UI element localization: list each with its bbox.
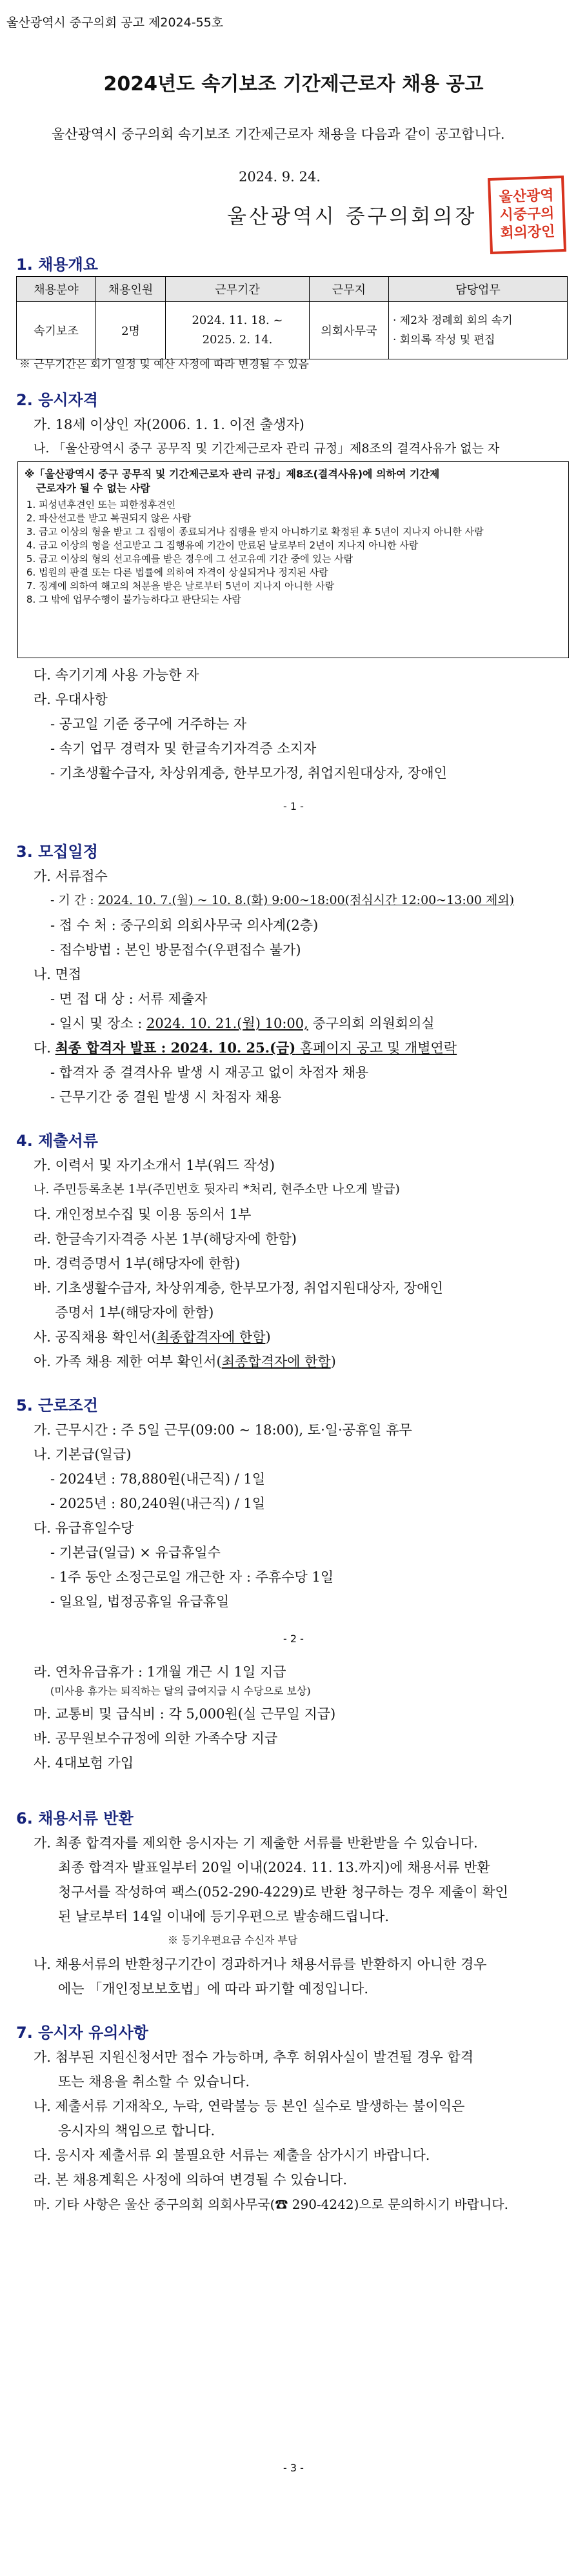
table-cell: 2명: [96, 302, 166, 359]
organization-name: 울산광역시 중구의회의장: [227, 205, 477, 228]
document-item: [34, 1351, 336, 1371]
base-pay-heading: 나. 기본급(일급): [34, 1447, 132, 1462]
document-item-end: ): [330, 1354, 336, 1369]
intro-text: 울산광역시 중구의회 속기보조 기간제근로자 채용을 다음과 같이 공고합니다.: [52, 126, 505, 142]
list-item: 1. 피성년후견인 또는 피한정후견인: [39, 498, 562, 511]
page-number: - 1 -: [283, 800, 304, 812]
table-cell: [166, 302, 310, 359]
return-text: 된 날로부터 14일 이내에 등기우편으로 발송해드립니다.: [58, 1909, 390, 1924]
document-item-label: 아. 가족 채용 제한 여부 확인서(: [34, 1354, 222, 1369]
table-header: 채용분야: [17, 277, 96, 302]
list-item: 5. 금고 이상의 형의 선고유예를 받은 경우에 그 선고유예 기간 중에 있는 사람: [39, 552, 562, 565]
holiday-pay-item: - 1주 동안 소정근로일 개근한 자 : 주휴수당 1일: [50, 1569, 334, 1585]
return-text: 청구서를 작성하여 팩스(052-290-4229)로 반환 청구하는 경우 제출이 확인: [58, 1884, 508, 1900]
interview-datetime: [50, 1013, 435, 1032]
interview-place: 중구의회 의원회의실: [308, 1016, 435, 1031]
document-item: [34, 1327, 271, 1346]
table-cell: 속기보조: [17, 302, 96, 359]
overview-note: ※ 근무기간은 회기 일정 및 예산 사정에 따라 변경될 수 있음: [19, 358, 309, 371]
applicant-note: 라. 본 채용계획은 사정에 의하여 변경될 수 있습니다.: [34, 2172, 348, 2188]
preference-item: - 공고일 기준 중구에 거주하는 자: [50, 716, 247, 732]
final-announcement: [34, 1038, 457, 1057]
duty-item: · 회의록 작성 및 편집: [393, 334, 495, 347]
holiday-pay-item: - 기본급(일급) × 유급휴일수: [50, 1545, 221, 1560]
schedule-period-label: - 기 간 :: [50, 893, 98, 907]
table-header-row: [17, 277, 568, 302]
document-item-label: 사. 공직채용 확인서(: [34, 1329, 157, 1345]
final-announcement-date: 최종 합격자 발표 : 2024. 10. 25.(금): [55, 1040, 296, 1056]
section-heading-schedule: 3. 모집일정: [16, 843, 98, 861]
return-text: 나. 채용서류의 반환청구기간이 경과하거나 채용서류를 반환하지 아니한 경우: [34, 1957, 487, 1972]
table-cell: [389, 302, 568, 359]
notice-number: 울산광역시 중구의회 공고 제2024-55호: [6, 15, 224, 30]
preference-heading: 라. 우대사항: [34, 692, 108, 707]
section-heading-notes: 7. 응시자 유의사항: [16, 2024, 148, 2042]
interview-datetime-value: 2024. 10. 21.(월) 10:00,: [146, 1016, 308, 1031]
preference-item: - 속기 업무 경력자 및 한글속기자격증 소지자: [50, 741, 317, 756]
final-announcement-label: 다.: [34, 1040, 55, 1056]
applicant-note: 또는 채용을 취소할 수 있습니다.: [58, 2074, 250, 2089]
transport-meal: 마. 교통비 및 급식비 : 각 5,000원(실 근무일 지급): [34, 1706, 336, 1722]
seal-line: 회의장인: [500, 223, 555, 242]
return-text: 가. 최종 합격자를 제외한 응시자는 기 제출한 서류를 반환받을 수 있습니다.: [34, 1835, 478, 1851]
schedule-period: [50, 891, 514, 908]
annual-leave: 라. 연차유급휴가 : 1개월 개근 시 1일 지급: [34, 1664, 286, 1680]
schedule-place: - 접 수 처 : 중구의회 의회사무국 의사계(2층): [50, 918, 319, 933]
work-hours: 가. 근무시간 : 주 5일 근무(09:00 ~ 18:00), 토·일·공휴일 휴무: [34, 1422, 412, 1438]
page-number: - 2 -: [283, 1633, 304, 1645]
qualification-machine: 다. 속기기계 사용 가능한 자: [34, 667, 199, 683]
insurance: 사. 4대보험 가입: [34, 1755, 134, 1771]
period-end: 2025. 2. 14.: [202, 333, 273, 347]
holiday-pay-item: - 일요일, 법정공휴일 유급휴일: [50, 1594, 230, 1609]
seal-line: 울산광역: [499, 187, 554, 206]
announcement-note: - 근무기간 중 결원 발생 시 차점자 채용: [50, 1089, 282, 1105]
list-item: 2. 파산선고를 받고 복권되지 않은 사람: [39, 512, 562, 525]
box-title: 근로자가 될 수 없는 사람: [36, 482, 150, 494]
list-item: 8. 그 밖에 업무수행이 불가능하다고 판단되는 사람: [39, 593, 562, 606]
table-header: 근무지: [310, 277, 389, 302]
page-title: 2024년도 속기보조 기간제근로자 채용 공고: [103, 73, 484, 96]
document-item: 증명서 1부(해당자에 한함): [34, 1305, 214, 1320]
schedule-docs: 가. 서류접수: [34, 869, 108, 884]
family-allowance: 바. 공무원보수규정에 의한 가족수당 지급: [34, 1731, 278, 1746]
section-heading-documents: 4. 제출서류: [16, 1132, 98, 1150]
qualification-rule: 나. 「울산광역시 중구 공무직 및 기간제근로자 관리 규정」제8조의 결격사유가 없는 자: [34, 441, 500, 456]
page-number: - 3 -: [283, 2462, 304, 2474]
table-cell: 의회사무국: [310, 302, 389, 359]
document-item: 바. 기초생활수급자, 차상위계층, 한부모가정, 취업지원대상자, 장애인: [34, 1280, 443, 1296]
applicant-note: 가. 첨부된 지원신청서만 접수 가능하며, 추후 허위사실이 발견될 경우 합격: [34, 2049, 474, 2065]
list-item: 3. 금고 이상의 형을 받고 그 집행이 종료되거나 집행을 받지 아니하기로 확정된 후 5년이 지나지 아니한 사람: [39, 525, 562, 538]
section-heading-return: 6. 채용서류 반환: [16, 1809, 134, 1827]
applicant-note: 나. 제출서류 기재착오, 누락, 연락불능 등 본인 실수로 발생하는 불이익은: [34, 2098, 465, 2114]
table-header: 담당업무: [389, 277, 568, 302]
document-item-condition: 최종합격자에 한함: [221, 1354, 331, 1369]
document-item: 라. 한글속기자격증 사본 1부(해당자에 한함): [34, 1231, 297, 1247]
return-text: 최종 합격자 발표일부터 20일 이내(2024. 11. 13.까지)에 채용서류 반환: [58, 1860, 490, 1875]
preference-item: - 기초생활수급자, 차상위계층, 한부모가정, 취업지원대상자, 장애인: [50, 765, 447, 781]
document-item: 마. 경력증명서 1부(해당자에 한함): [34, 1256, 241, 1271]
box-title: ※「울산광역시 중구 공무직 및 기간제근로자 관리 규정」제8조(결격사유)에 의하여 기간제: [25, 468, 440, 480]
table-row: [17, 302, 568, 359]
list-item: 4. 금고 이상의 형을 선고받고 그 집행유예 기간이 만료된 날로부터 2년이 지나지 아니한 사람: [39, 539, 562, 552]
announcement-note: - 합격자 중 결격사유 발생 시 재공고 없이 차점자 채용: [50, 1065, 369, 1080]
duty-item: · 제2차 정례회 회의 속기: [393, 314, 513, 327]
section-heading-conditions: 5. 근로조건: [16, 1396, 98, 1414]
qualification-age: 가. 18세 이상인 자(2006. 1. 1. 이전 출생자): [34, 417, 304, 432]
document-item: 다. 개인정보수집 및 이용 동의서 1부: [34, 1207, 252, 1222]
interview-target: - 면 접 대 상 : 서류 제출자: [50, 991, 208, 1007]
period-start: 2024. 11. 18. ~: [192, 314, 283, 327]
annual-leave-note: (미사용 휴가는 퇴직하는 달의 급여지급 시 수당으로 보상): [50, 1685, 311, 1697]
document-item-condition: 최종합격자에 한함: [156, 1329, 266, 1345]
seal-line: 시중구의: [499, 205, 555, 224]
schedule-period-value: 2024. 10. 7.(월) ~ 10. 8.(화) 9:00~18:00(점심시간 12:00~13:00 제외): [97, 893, 515, 907]
table-header: 채용인원: [96, 277, 166, 302]
document-item: 가. 이력서 및 자기소개서 1부(워드 작성): [34, 1158, 275, 1173]
document-item-end: ): [265, 1329, 271, 1345]
document-item: 나. 주민등록초본 1부(주민번호 뒷자리 *처리, 현주소만 나오게 발급): [34, 1182, 400, 1196]
interview-heading: 나. 면접: [34, 967, 82, 982]
disqualification-box: [17, 461, 569, 658]
postage-note: ※ 등기우편요금 수신자 부담: [168, 1934, 298, 1946]
table-header: 근무기간: [166, 277, 310, 302]
disqualification-list: [25, 498, 562, 606]
recruitment-table: [16, 276, 568, 359]
final-announcement-method: 홈페이지 공고 및 개별연락: [295, 1040, 457, 1056]
list-item: 6. 법원의 판결 또는 다른 법률에 의하여 자격이 상실되거나 정지된 사람: [39, 566, 562, 579]
applicant-note: 다. 응시자 제출서류 외 불필요한 서류는 제출을 삼가시기 바랍니다.: [34, 2148, 430, 2163]
interview-datetime-label: - 일시 및 장소 :: [50, 1016, 146, 1031]
notice-date: 2024. 9. 24.: [239, 169, 321, 185]
contact-note: 마. 기타 사항은 울산 중구의회 의회사무국(☎ 290-4242)으로 문의하시기 바랍니다.: [34, 2197, 508, 2212]
official-seal: [488, 176, 566, 254]
return-text: 에는 「개인정보보호법」에 따라 파기할 예정입니다.: [58, 1981, 369, 1997]
section-heading-qualification: 2. 응시자격: [16, 391, 98, 409]
applicant-note: 응시자의 책임으로 합니다.: [58, 2123, 215, 2138]
list-item: 7. 징계에 의하여 해고의 처분을 받은 날로부터 5년이 지나지 아니한 사람: [39, 579, 562, 592]
section-heading-overview: 1. 채용개요: [16, 256, 98, 274]
base-pay-item: - 2024년 : 78,880원(내근직) / 1일: [50, 1471, 266, 1487]
holiday-pay-heading: 다. 유급휴일수당: [34, 1520, 134, 1536]
base-pay-item: - 2025년 : 80,240원(내근직) / 1일: [50, 1496, 266, 1511]
schedule-method: - 접수방법 : 본인 방문접수(우편접수 불가): [50, 942, 301, 958]
